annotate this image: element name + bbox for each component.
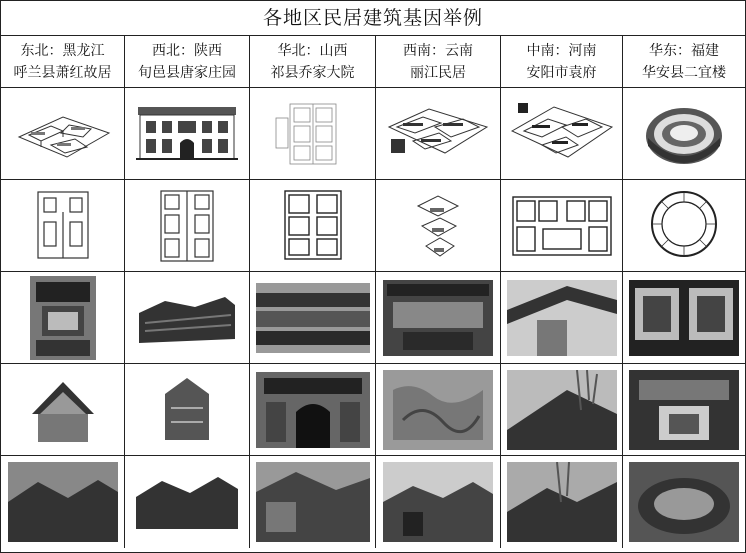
roofscape-photo [623, 456, 745, 548]
region-label: 东北：黑龙江 [20, 42, 105, 59]
region-label: 华东：福建 [649, 42, 719, 59]
roofscape-photo [250, 456, 376, 548]
carved-beam-photo [250, 272, 376, 364]
elevation-drawing [125, 88, 250, 180]
house-name: 呼兰县萧红故居 [13, 64, 112, 81]
roof-tiles-photo [125, 272, 250, 364]
column-header [1, 36, 125, 88]
house-name: 安阳市袁府 [526, 64, 597, 81]
floor-plan-drawing [250, 180, 376, 272]
region-label: 西北：陕西 [152, 42, 222, 59]
roofscape-photo [501, 456, 623, 548]
house-name: 丽江民居 [410, 64, 466, 81]
axonometric-drawing [376, 88, 501, 180]
column-header [250, 36, 376, 88]
region-label: 西南：云南 [403, 42, 473, 59]
courtyard-photo [623, 364, 745, 456]
house-name: 华安县二宜楼 [642, 64, 726, 81]
axonometric-drawing [501, 88, 623, 180]
bracket-detail-photo [376, 272, 501, 364]
column-header [376, 36, 501, 88]
column-header [501, 36, 623, 88]
comparison-grid [1, 36, 745, 548]
floor-plan-drawing [501, 180, 623, 272]
floor-plan-drawing [1, 180, 125, 272]
relief-carving-photo [376, 364, 501, 456]
window-frame-photo [623, 272, 745, 364]
roofscape-photo [125, 456, 250, 548]
aerial-plan-drawing [250, 88, 376, 180]
roofscape-photo [376, 456, 501, 548]
tulou-aerial-drawing [623, 88, 745, 180]
page-title: 各地区民居建筑基因举例 [1, 1, 745, 36]
circular-plan-drawing [623, 180, 745, 272]
floor-plan-drawing [125, 180, 250, 272]
house-name: 祁县乔家大院 [270, 64, 355, 81]
region-label: 中南：河南 [526, 42, 597, 59]
gateway-photo [250, 364, 376, 456]
region-label: 华北：山西 [277, 42, 348, 59]
column-header [125, 36, 250, 88]
aerial-view-drawing [1, 88, 125, 180]
house-name: 旬邑县唐家庄园 [138, 64, 236, 81]
roofscape-photo [1, 456, 125, 548]
roof-ridge-photo [125, 364, 250, 456]
gable-photo [1, 364, 125, 456]
tree-gable-photo [501, 364, 623, 456]
axonometric-plan-drawing [376, 180, 501, 272]
eave-detail-photo [501, 272, 623, 364]
gate-detail-photo [1, 272, 125, 364]
column-header [623, 36, 745, 88]
